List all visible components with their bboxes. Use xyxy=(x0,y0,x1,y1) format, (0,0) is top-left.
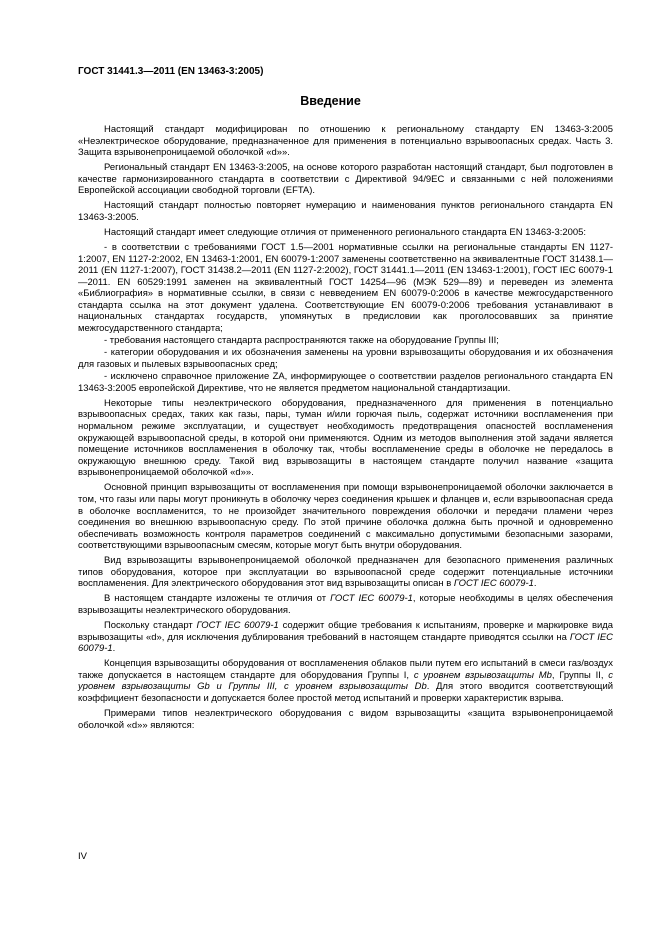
paragraph xyxy=(78,227,613,239)
paragraph xyxy=(78,482,613,552)
paragraph xyxy=(78,593,613,616)
paragraph xyxy=(78,162,613,197)
text-run: Концепция взрывозащиты оборудования от воспламенения облаков пыли путем его испытаний в смеси газ/воздух также допускается в настоящем стандарте для оборудования Группы I, xyxy=(78,658,613,681)
italic-reference: ГОСТ IEC 60079-1 xyxy=(196,620,279,632)
italic-reference: ГОСТ IEC 60079-1 xyxy=(330,593,413,605)
page-number: IV xyxy=(78,851,87,862)
paragraph xyxy=(78,620,613,655)
list-item xyxy=(78,347,613,370)
paragraph xyxy=(78,658,613,704)
paragraph xyxy=(78,371,613,394)
text-run: Примерами типов неэлектрического оборудования с видом взрывозащиты «защита взрывонепроницаемой оболочкой «d»» являются: xyxy=(78,707,613,731)
italic-reference: с уровнем взрывозащиты Gb и Группы III, с уровнем взрывозащиты Db xyxy=(78,669,613,693)
list-item xyxy=(78,242,613,335)
text-run: - исключено справочное приложение ZA, информирующее о соответствии разделов регионального стандарта EN 13463-3:2005 европейской Директиве, что не является предметом национальной стандартизации. xyxy=(78,371,613,394)
paragraph xyxy=(78,124,613,159)
paragraph xyxy=(78,708,613,731)
italic-reference: ГОСТ IEC 60079-1 xyxy=(78,631,613,655)
text-run: - в соответствии с требованиями ГОСТ 1.5—2001 нормативные ссылки на региональные стандарты EN 1127-1:2007, EN 1127-2:2002, EN 13463-1:2001, EN 60079-1:2007 заменены соответственно на эквивалентные ГОСТ 31438.1—2011 (EN 1127-1:2007), ГОСТ 31438.2—2011 (EN 1127-2:2002), ГОСТ 31441.1—2011 (EN 13463-1:2001), ГОСТ IEC 60079-1—2011. EN 60529:1991 заменен на эквивалентный ГОСТ 14254—96 (МЭК 529—89) и переведен из элемента «Библиография» в нормативные ссылки, в связи с невведением EN 60079-0:2006 в качестве межгосударственного стандарта ссылка на этот документ удалена. Соответствующие EN 60079-0:2006 требования устанавливают в национальных стандартах государств, упомянутых в предисловии как проголосовавших за принятие межгосударственного стандарта; xyxy=(78,241,613,335)
list-item xyxy=(78,335,613,347)
paragraph xyxy=(78,398,613,479)
text-run: . xyxy=(533,578,537,590)
text-run: Региональный стандарт EN 13463-3:2005, на основе которого разработан настоящий стандарт, был подготовлен в качестве гармонизированного стандарта в соответствии с Директивой 94/9EC и связанными с ней положениями Европейской ассоциации свободной торговли (EFTA). xyxy=(78,162,613,197)
text-run: Основной принцип взрывозащиты от воспламенения при помощи взрывонепроницаемой оболочки заключается в том, что газы или пары могут проникнуть в оболочку через соединения крышек и фланцев и, если взрывоопасная среда в оболочке воспламенится, то не произойдет значительного повреждения оболочки и передачи пламени через соединения во внешнюю взрывоопасную среду. По этой причине оболочка должна быть прочной и одновременно обеспечивать возможность контроля параметров соединений с максимально допустимыми безопасными зазорами, соответствующими взрывоопасным смесям, которые могут быть внутри оборудования. xyxy=(78,482,613,552)
paragraph xyxy=(78,200,613,223)
text-run: . Для этого вводится соответствующий коэффициент безопасности и допускается более простой метод испытаний и проверки характеристик взрыва. xyxy=(78,681,613,704)
section-title: Введение xyxy=(300,94,361,108)
text-run: , которые необходимы в целях обеспечения взрывозащиты неэлектрического оборудования. xyxy=(78,593,614,617)
text-run: Некоторые типы неэлектрического оборудования, предназначенного для применения в потенциально взрывоопасных средах, таких как газы, пары, туман и/или горючая пыль, содержат источники воспламенения при нормальном режиме эксплуатации, и существует необходимость предотвращения опасностей воспламенения окружающей взрывоопасной среды, в которой они применяются. Одним из методов выполнения этой задачи является помещение источников воспламенения в оболочку так, чтобы воспламенение среды в оболочке не передалось в окружающую внешнюю среду. Такой вид взрывозащиты в настоящем стандарте получил название «защита взрывонепроницаемой оболочкой «d»». xyxy=(78,397,613,479)
text-run: Настоящий стандарт полностью повторяет нумерацию и наименования пунктов регионального стандарта EN 13463-3:2005. xyxy=(78,200,613,223)
text-run: . xyxy=(112,643,116,655)
document-header: ГОСТ 31441.3—2011 (EN 13463-3:2005) xyxy=(78,66,264,77)
text-run: содержит общие требования к испытаниям, проверке и маркировке вида взрывозащиты «d», для исключения дублирования требований в настоящем стандарте приводятся ссылки на xyxy=(78,620,613,643)
text-run: В настоящем стандарте изложены те отличия от xyxy=(104,593,331,605)
body-text xyxy=(78,124,613,735)
text-run: - требования настоящего стандарта распространяются также на оборудование Группы III; xyxy=(104,335,499,347)
text-run: - категории оборудования и их обозначения заменены на уровни взрывозащиты оборудования и их обозначения для газовых и пылевых взрывоопасных сред; xyxy=(78,347,613,371)
text-run: Поскольку стандарт xyxy=(104,620,197,632)
text-run: Настоящий стандарт модифицирован по отношению к региональному стандарту EN 13463-3:2005 «Неэлектрическое оборудование, предназначенное для применения в потенциально взрывоопасных средах. Часть 3. Защита взрывонепроницаемой оболочкой «d»». xyxy=(78,124,613,159)
text-run: , Группы II, xyxy=(551,669,609,681)
italic-reference: с уровнем взрывозащиты Mb xyxy=(413,669,552,681)
italic-reference: ГОСТ IEC 60079-1 xyxy=(453,578,534,590)
text-run: Настоящий стандарт имеет следующие отличия от примененного регионального стандарта EN 13463-3:2005: xyxy=(104,226,587,238)
text-run: Вид взрывозащиты взрывонепроницаемой оболочкой предназначен для безопасного применения различных типов оборудования, которое при эксплуатации во взрывоопасной среде содержит потенциальные источники воспламенения. Для электрического оборудования этот вид взрывозащиты описан в xyxy=(78,555,613,590)
paragraph xyxy=(78,555,613,590)
